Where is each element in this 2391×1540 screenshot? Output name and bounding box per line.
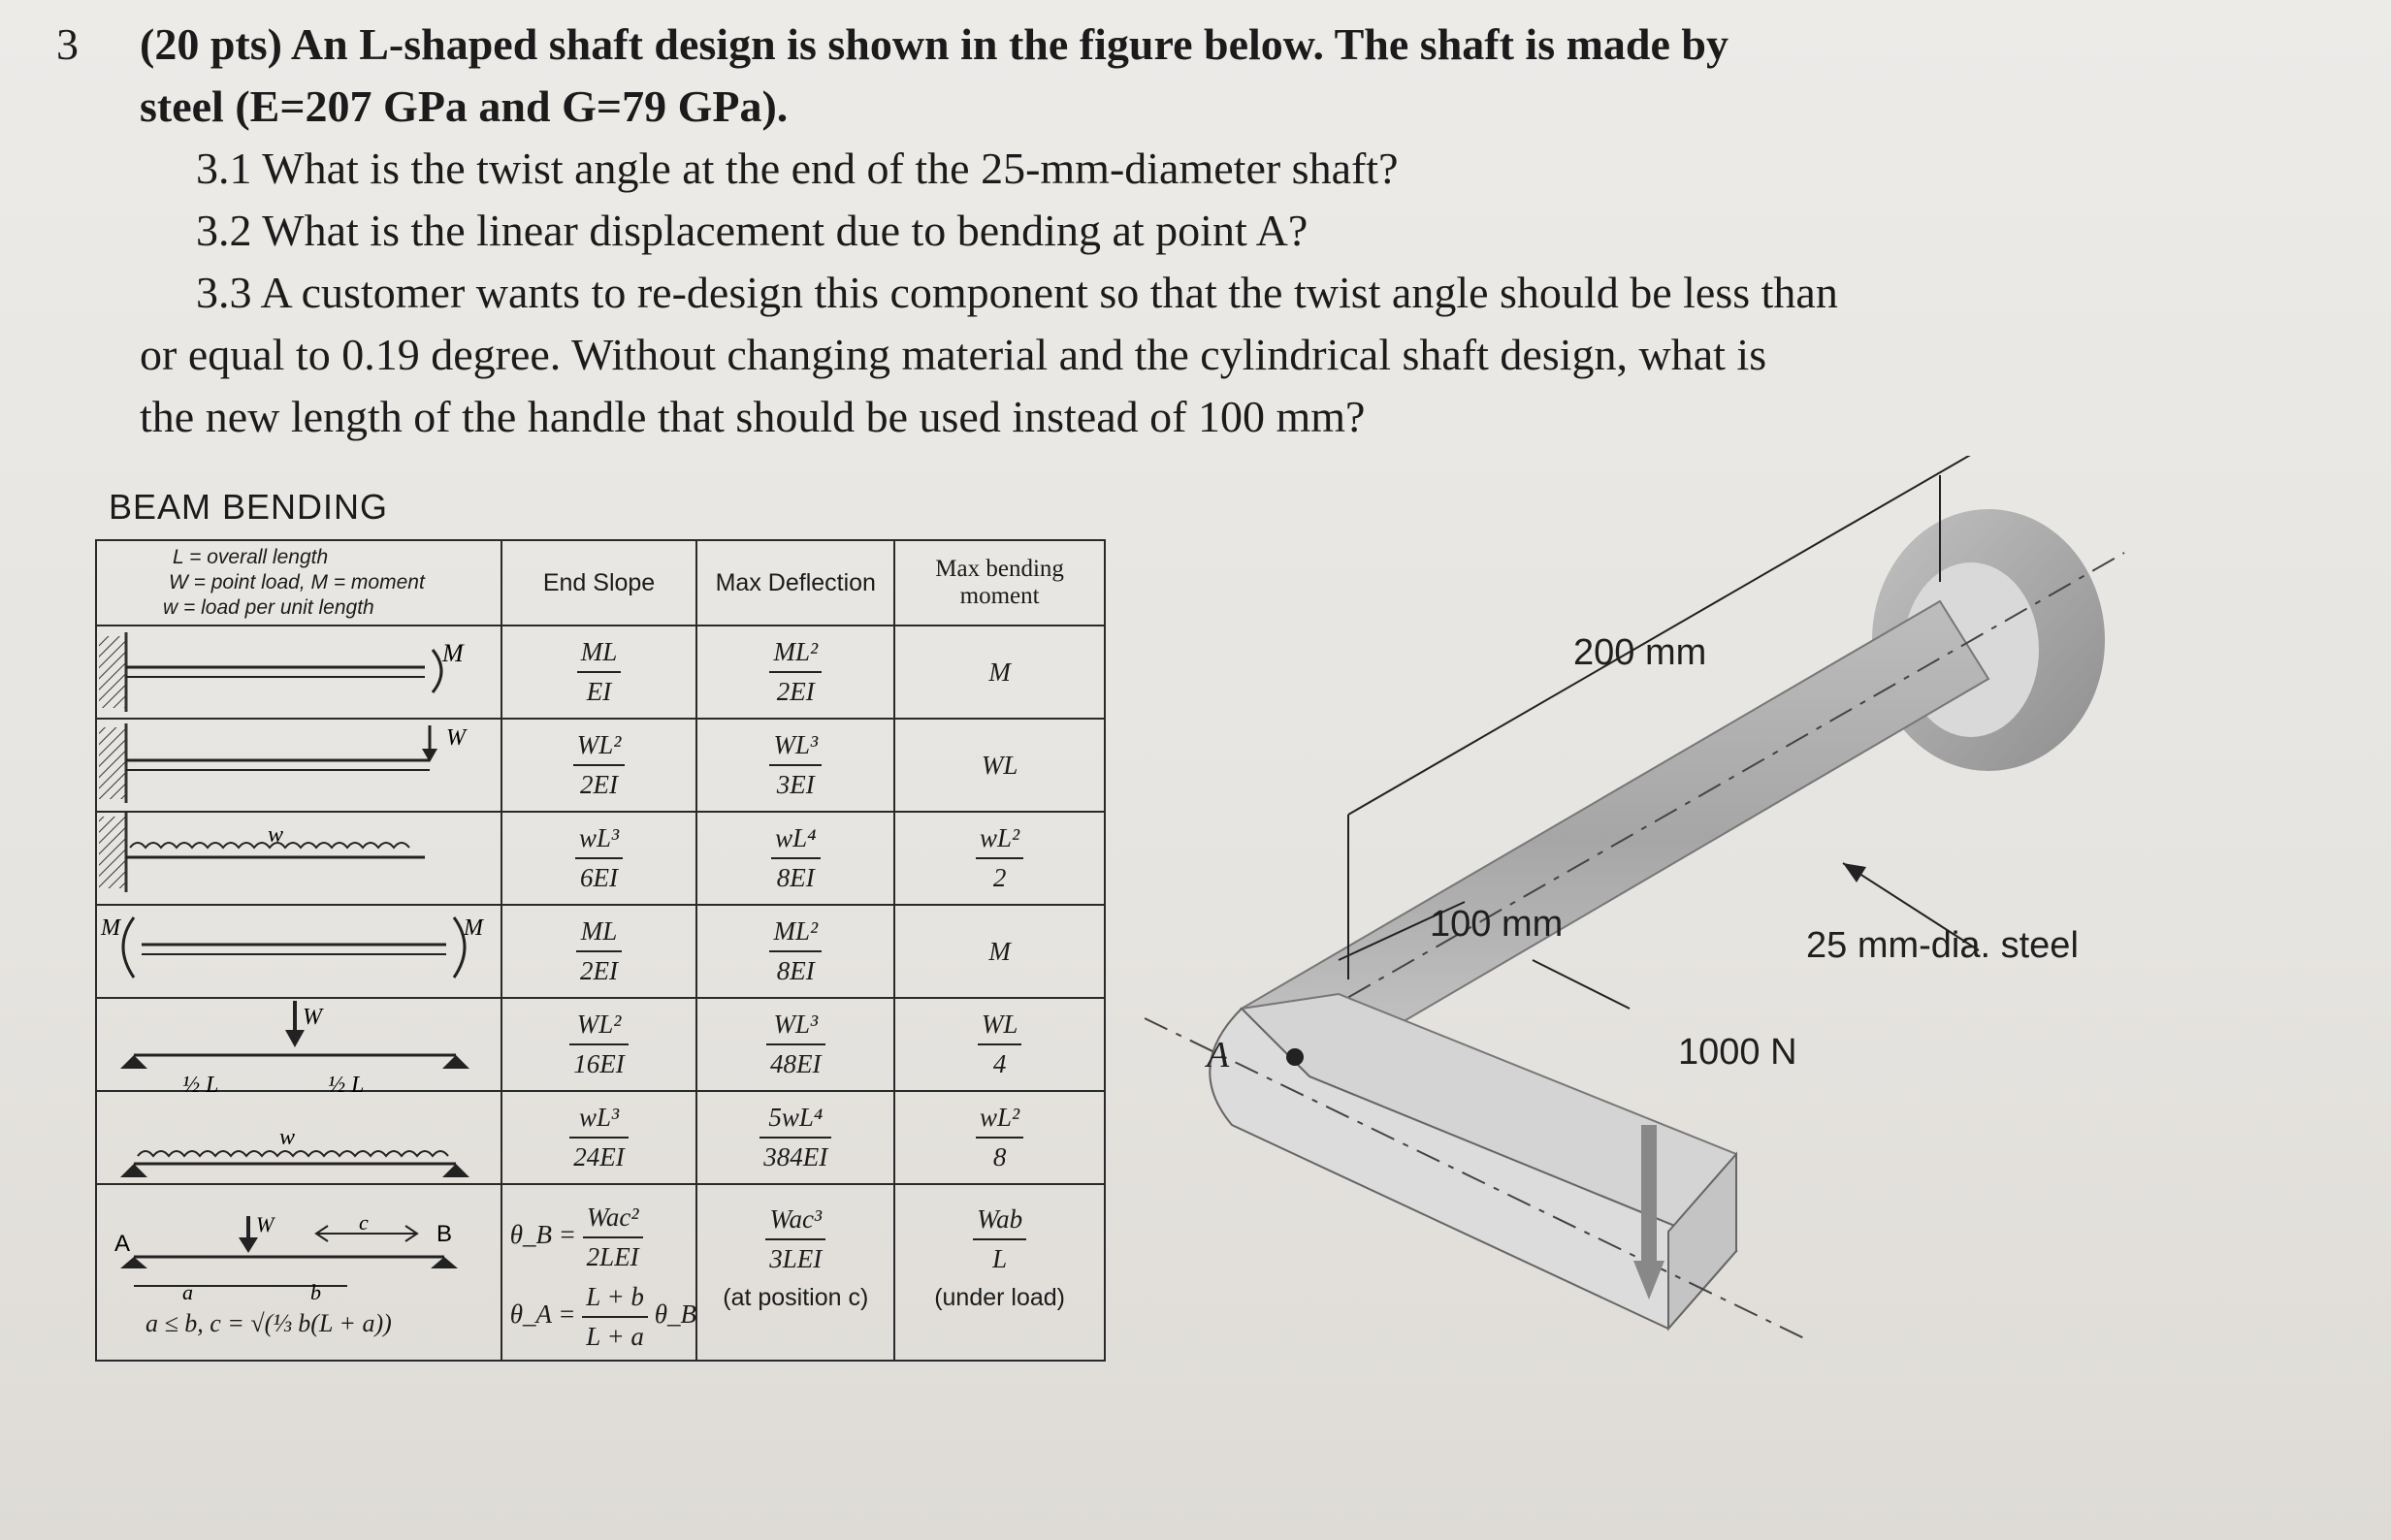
end-slope-cell: $\frac{\text{wL³}}{6EI}$ — [501, 812, 697, 905]
label-w: w — [268, 822, 284, 848]
diagram-offset-load — [114, 1210, 458, 1304]
label-point-a: A — [1207, 1035, 1230, 1075]
label-c: c — [359, 1210, 369, 1235]
end-slope-cell: $\frac{\text{wL³}}{24EI}$ — [501, 1091, 697, 1184]
end-slope-cell: $\frac{ML}{2EI}$ — [501, 905, 697, 998]
label-a: a — [182, 1280, 193, 1304]
definition-distributed-load: w = load per unit length — [163, 596, 374, 619]
max-moment-cell: $\frac{\text{wL²}}{2}$ — [894, 812, 1105, 905]
max-moment-cell: $\frac{WL}{4}$ — [894, 998, 1105, 1091]
dia-arrowhead — [1843, 863, 1866, 882]
definition-overall-length: L = overall length — [173, 546, 329, 568]
label-M: M — [442, 639, 464, 667]
problem-heading — [140, 14, 2157, 138]
question-3-3-line-3: the new length of the handle that should be used instead of 100 mm? — [140, 392, 1366, 441]
label-B-end: B — [436, 1221, 453, 1247]
max-deflection-cell: $\frac{\text{ML²}}{2EI}$ — [696, 626, 894, 719]
max-deflection-cell: $\frac{\text{WL³}}{48EI}$ — [696, 998, 894, 1091]
load-leader — [1533, 960, 1630, 1009]
max-deflection-cell: $\frac{\text{ML²}}{8EI}$ — [696, 905, 894, 998]
header-end-slope: End Slope — [501, 540, 697, 626]
end-slope-cell: $\frac{ML}{EI}$ — [501, 626, 697, 719]
diagram-simple-center — [120, 1001, 469, 1098]
label-W-center: W — [303, 1005, 322, 1030]
label-200-mm: 200 mm — [1573, 632, 1707, 673]
label-25mm-dia-steel: 25 mm-dia. steel — [1806, 925, 2079, 966]
max-moment-cell: M — [894, 626, 1105, 719]
label-A-end: A — [114, 1231, 131, 1257]
heading-line-2: steel (E=207 GPa and G=79 GPa). — [140, 81, 789, 131]
label-W: W — [446, 725, 466, 751]
deflection-note: (at position c) — [723, 1283, 869, 1311]
diagram-cantilever-point — [99, 723, 468, 803]
offset-condition: a ≤ b, c = √(⅓ b(L + a)) — [145, 1309, 392, 1337]
question-3-3 — [140, 262, 2177, 448]
end-slope-cell: θ_B = $\frac{\text{Wac²}}{\text{2LEI}}$ θ_A = $\frac{L + b}{L + a}$ θ_B — [501, 1184, 697, 1361]
heading-line-1: (20 pts) An L-shaped shaft design is shown in the figure below. The shaft is made by — [140, 19, 1729, 69]
question-3-2 — [140, 200, 2177, 262]
diagram-cantilever-moment — [99, 632, 465, 712]
theta-b-label: θ_B = — [509, 1220, 576, 1250]
label-M-left: M — [101, 915, 120, 941]
end-slope-cell: $\frac{\text{WL²}}{16EI}$ — [501, 998, 697, 1091]
theta-a-label: θ_A = — [509, 1299, 576, 1330]
max-moment-cell: M — [894, 905, 1105, 998]
diagram-cantilever-distributed — [99, 813, 425, 892]
l-shaft-figure — [1145, 456, 2289, 1406]
question-3-2-text: 3.2 What is the linear displacement due to bending at point A? — [196, 206, 1309, 255]
header-max-bending-moment: Max bending moment — [894, 540, 1105, 626]
max-deflection-cell: $\frac{\text{Wac³}}{\text{3LEI}}$ (at position c) — [696, 1184, 894, 1361]
label-1000-n: 1000 N — [1678, 1032, 1797, 1073]
end-slope-cell: $\frac{\text{WL²}}{2EI}$ — [501, 719, 697, 812]
label-half-L-right: ½ L — [328, 1073, 365, 1098]
label-M-right: M — [464, 915, 483, 941]
question-3-1 — [140, 138, 2177, 200]
question-3-3-line-1: 3.3 A customer wants to re-design this component so that the twist angle should be less than — [196, 268, 1838, 317]
moment-note: (under load) — [934, 1283, 1065, 1311]
problem-number: 3 — [56, 19, 79, 69]
label-100-mm: 100 mm — [1430, 904, 1564, 945]
max-deflection-cell: $\frac{\text{5wL⁴}}{384EI}$ — [696, 1091, 894, 1184]
max-moment-cell: WL — [894, 719, 1105, 812]
point-a-marker — [1286, 1048, 1304, 1066]
max-deflection-cell: $\frac{\text{wL⁴}}{8EI}$ — [696, 812, 894, 905]
max-moment-cell: $\frac{\text{wL²}}{8}$ — [894, 1091, 1105, 1184]
theta-b-suffix: θ_B — [654, 1299, 696, 1330]
beam-bending-title: BEAM BENDING — [109, 487, 389, 527]
question-3-3-line-2: or equal to 0.19 degree. Without changing material and the cylindrical shaft design, what is — [140, 330, 1767, 379]
header-max-deflection: Max Deflection — [696, 540, 894, 626]
diagram-simple-moments — [100, 915, 485, 978]
question-3-1-text: 3.1 What is the twist angle at the end of the 25-mm-diameter shaft? — [196, 144, 1399, 193]
beam-diagrams — [95, 539, 522, 1373]
label-W-offset: W — [256, 1212, 275, 1236]
max-deflection-cell: $\frac{\text{WL³}}{3EI}$ — [696, 719, 894, 812]
diagram-simple-distributed — [120, 1125, 469, 1177]
max-moment-cell: $\frac{\text{Wab}}{L}$ (under load) — [894, 1184, 1105, 1361]
label-w-simple: w — [279, 1125, 296, 1150]
definition-point-load: W = point load, M = moment — [169, 571, 425, 594]
label-b: b — [310, 1280, 321, 1304]
label-half-L-left: ½ L — [182, 1073, 219, 1098]
